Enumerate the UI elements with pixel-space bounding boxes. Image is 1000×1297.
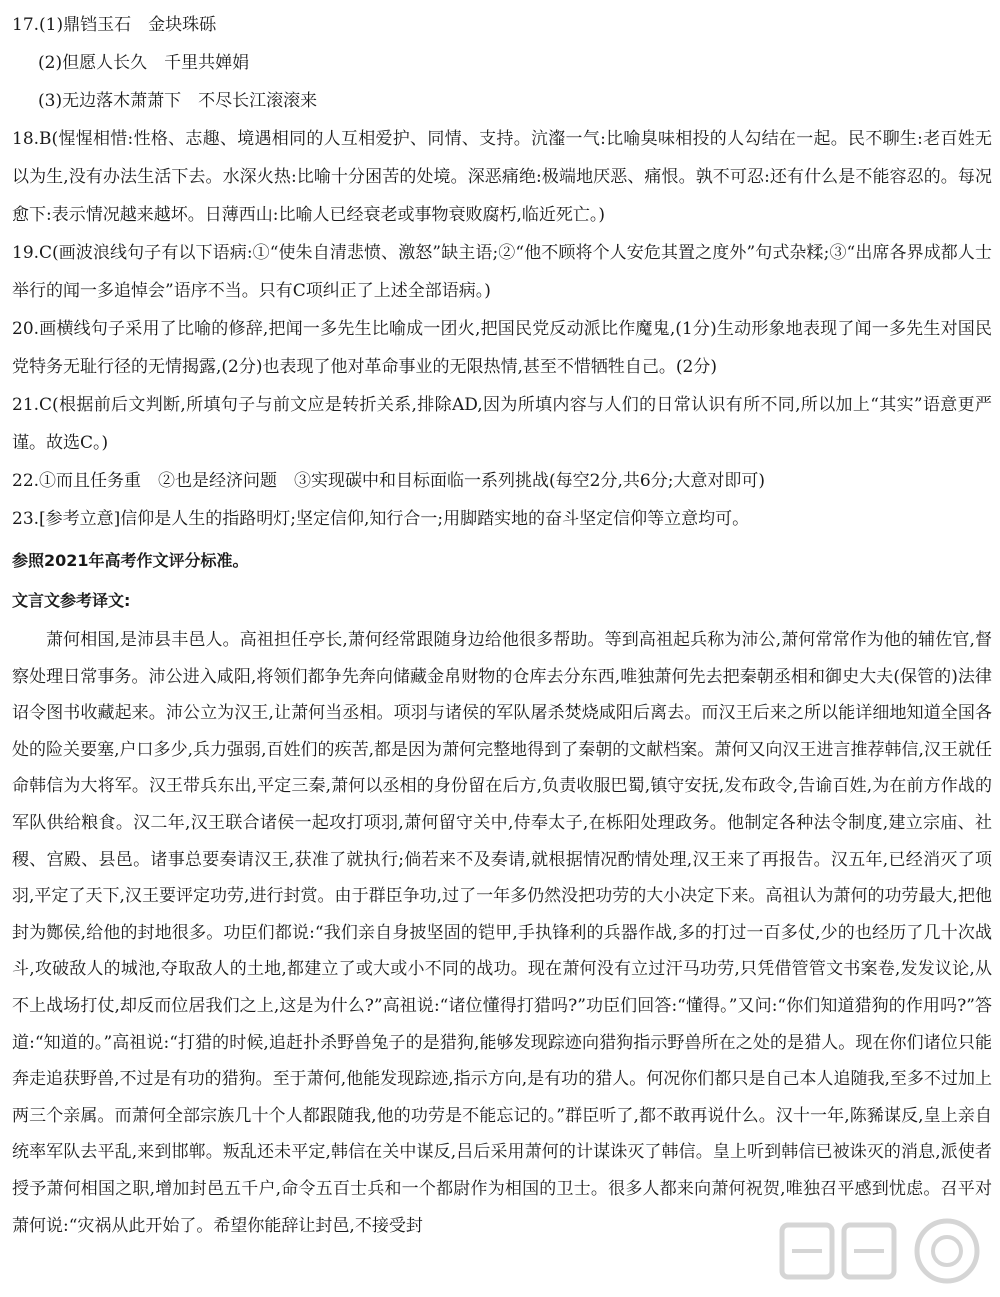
answer-17-3: (3)无边落木萧萧下 不尽长江滚滚来 [38,91,318,111]
translation-text: 萧何相国,是沛县丰邑人。高祖担任亭长,萧何经常跟随身边给他很多帮助。等到高祖起兵称为沛公,萧何常常作为他的辅佐官,督察处理日常事务。沛公进入咸阳,将领们都争先奔向储藏金帛财物的仓库去分东西,唯独萧何先去把秦朝丞相和御史大夫(保管的)法律诏令图书收藏起来。沛公立为汉王,让萧何当丞相。项羽与诸侯的军队屠杀焚烧咸阳后离去。而汉王后来之所以能详细地知道全国各处的险关要塞,户口多少,兵力强弱,百姓们的疾苦,都是因为萧何完整地得到了秦朝的文献档案。萧何又向汉王进言推荐韩信,汉王就任命韩信为大将军。汉王带兵东出,平定三秦,萧何以丞相的身份留在后方,负责收服巴蜀,镇守安抚,发布政令,告谕百姓,为在前方作战的军队供给粮食。汉二年,汉王联合诸侯一起攻打项羽,萧何留守关中,侍奉太子,在栎阳处理政务。他制定各种法令制度,建立宗庙、社稷、宫殿、县邑。诸事总要奏请汉王,获准了就执行;倘若来不及奏请,就根据情况酌情处理,汉王来了再报告。汉五年,已经消灭了项羽,平定了天下,汉王要评定功劳,进行封赏。由于群臣争功,过了一年多仍然没把功劳的大小决定下来。高祖认为萧何的功劳最大,把他封为酂侯,给他的封地很多。功臣们都说:“我们亲自身披坚固的铠甲,手执锋利的兵器作战,多的打过一百多仗,少的也经历了几十次战斗,攻破敌人的城池,夺取敌人的土地,都建立了或大或小不同的战功。现在萧何没有立过汗马功劳,只凭借管管文书案卷,发发议论,从不上战场打仗,却反而位居我们之上,这是为什么?”高祖说:“诸位懂得打猎吗?”功臣们回答:“懂得。”又问:“你们知道猎狗的作用吗?”答道:“知道的。”高祖说:“打猎的时候,追赶扑杀野兽兔子的是猎狗,能够发现踪迹向猎狗指示野兽所在之处的是猎人。现在你们诸位只能奔走追获野兽,不过是有功的猎狗。至于萧何,他能发现踪迹,指示方向,是有功的猎人。何况你们都只是自己本人追随我,至多不过加上两三个亲属。而萧何全部宗族几十个人都跟随我,他的功劳是不能忘记的。”群臣听了,都不敢再说什么。汉十一年,陈豨谋反,皇上亲自统率军队去平乱,来到邯郸。叛乱还未平定,韩信在关中谋反,吕后采用萧何的计谋诛灭了韩信。皇上听到韩信已被诛灭的消息,派使者授予萧何相国之职,增加封邑五千户,命令五百士兵和一个都尉作为相国的卫士。很多人都来向萧何祝贺,唯独召平感到忧虑。召平对萧何说:“灾祸从此开始了。希望你能辞让封邑,不接受封 [12,630,992,1236]
answer-18: 18.B(惺惺相惜:性格、志趣、境遇相同的人互相爱护、同情、支持。沆瀣一气:比喻臭味相投的人勾结在一起。民不聊生:老百姓无以为生,没有办法生活下去。水深火热:比喻十分困苦的处境。深恶痛绝:极端地厌恶、痛恨。孰不可忍:还有什么是不能容忍的。每况愈下:表示情况越来越坏。日薄西山:比喻人已经衰老或事物衰败腐朽,临近死亡。) [12,129,992,225]
answer-17-2: (2)但愿人长久 千里共婵娟 [38,53,250,73]
essay-scoring-note: 参照2021年高考作文评分标准。 [12,551,249,570]
answer-22: 22.①而且任务重 ②也是经济问题 ③实现碳中和目标面临一系列挑战(每空2分,共6分;大意对即可) [12,471,766,491]
translation-heading: 文言文参考译文: [12,591,131,610]
answer-17-1: 17.(1)鼎铛玉石 金块珠砾 [12,15,217,35]
answer-23: 23.[参考立意]信仰是人生的指路明灯;坚定信仰,知行合一;用脚踏实地的奋斗坚定信仰等立意均可。 [12,509,750,529]
answer-19: 19.C(画波浪线句子有以下语病:①“使朱自清悲愤、激怒”缺主语;②“他不顾将个人安危其置之度外”句式杂糅;③“出席各界成都人士举行的闻一多追悼会”语序不当。只有C项纠正了上述全部语病。) [12,243,992,301]
answer-21: 21.C(根据前后文判断,所填句子与前文应是转折关系,排除AD,因为所填内容与人们的日常认识有所不同,所以加上“其实”语意更严谨。故选C。) [12,395,992,453]
watermark-logo-icon [772,1211,992,1291]
answer-20: 20.画横线句子采用了比喻的修辞,把闻一多先生比喻成一团火,把国民党反动派比作魔鬼,(1分)生动形象地表现了闻一多先生对国民党特务无耻行径的无情揭露,(2分)也表现了他对革命事业的无限热情,甚至不惜牺牲自己。(2分) [12,319,992,377]
